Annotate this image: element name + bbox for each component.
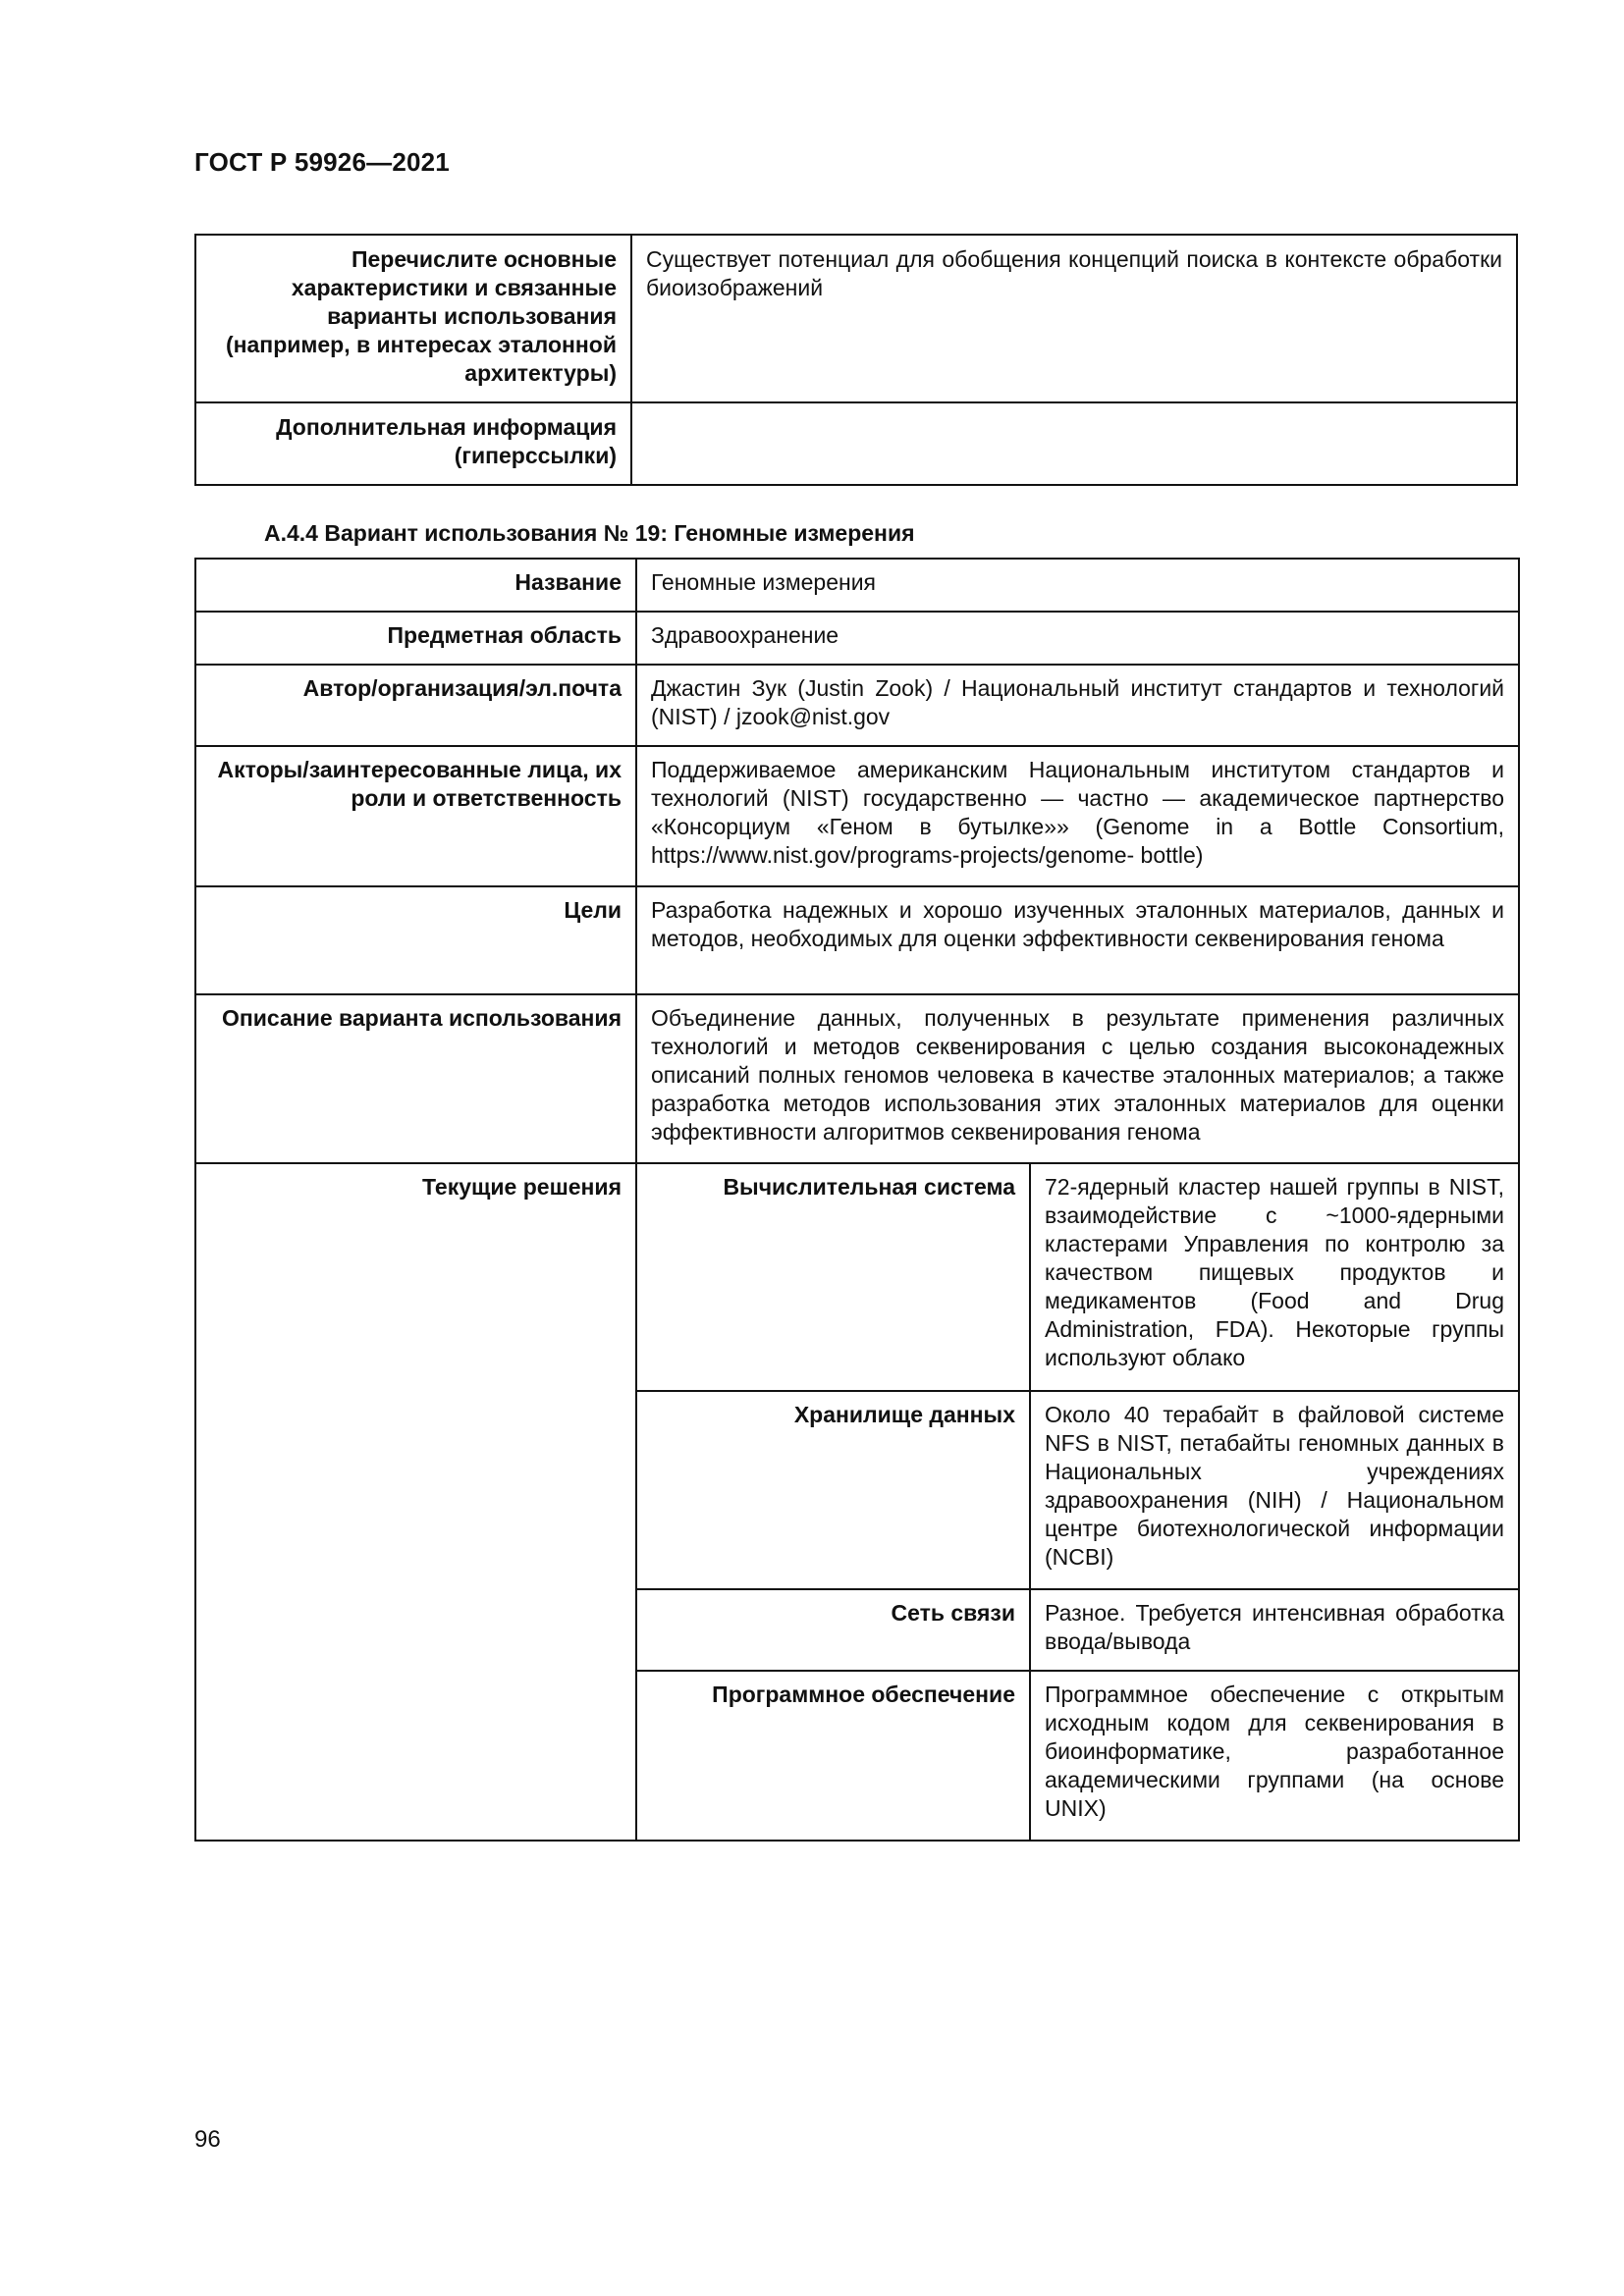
table-row [195, 994, 1519, 1163]
top-table [194, 234, 1518, 486]
table-row [195, 665, 1519, 746]
label-name: Название [195, 559, 636, 612]
value-author: Джастин Зук (Justin Zook) / Национальный институт стандартов и технологий (NIST) / jzook@nist.gov [636, 665, 1519, 746]
label-goals: Цели [195, 886, 636, 994]
label-current-solutions: Текущие решения [195, 1163, 636, 1841]
row-value-additional-info [631, 402, 1517, 485]
value-name: Геномные измерения [636, 559, 1519, 612]
label-author: Автор/организация/эл.почта [195, 665, 636, 746]
table-row [195, 1163, 1519, 1391]
label-domain: Предметная область [195, 612, 636, 665]
value-actors: Поддерживаемое американским Национальным институтом стандартов и технологий (NIST) государственно — частно — академическое партнерство «Консорциум «Геном в бутылке»» (Genome in a Bottle Consortium, https://www.nist.gov/programs-projects/genome- bottle) [636, 746, 1519, 886]
label-storage: Хранилище данных [636, 1391, 1030, 1589]
value-goals: Разработка надежных и хорошо изученных эталонных материалов, данных и методов, необходимых для оценки эффективности секвенирования генома [636, 886, 1519, 994]
page-number: 96 [194, 2126, 221, 2153]
table-row [195, 235, 1517, 402]
value-description: Объединение данных, полученных в результате применения различных технологий и методов секвенирования с целью создания высоконадежных описаний полных геномов человека в качестве эталонных материалов; а также разработка методов использования этих эталонных материалов для оценки эффективности алгоритмов секвенирования генома [636, 994, 1519, 1163]
value-network: Разное. Требуется интенсивная обработка ввода/вывода [1030, 1589, 1519, 1671]
table-row [195, 886, 1519, 994]
table-row [195, 612, 1519, 665]
table-row [195, 402, 1517, 485]
value-domain: Здравоохранение [636, 612, 1519, 665]
use-case-table [194, 558, 1520, 1842]
label-network: Сеть связи [636, 1589, 1030, 1671]
value-software: Программное обеспечение с открытым исходным кодом для секвенирования в биоинформатике, разработанное академическими группами (на основе UNIX) [1030, 1671, 1519, 1841]
value-storage: Около 40 терабайт в файловой системе NFS в NIST, петабайты геномных данных в Национальных учреждениях здравоохранения (NIH) / Национальном центре биотехнологической информации (NCBI) [1030, 1391, 1519, 1589]
value-compute: 72-ядерный кластер нашей группы в NIST, взаимодействие с ~1000-ядерными кластерами Управления по контролю за качеством пищевых продуктов и медикаментов (Food and Drug Administration, FDA). Некоторые группы используют облако [1030, 1163, 1519, 1391]
document-header: ГОСТ Р 59926—2021 [194, 147, 450, 177]
row-value-characteristics: Существует потенциал для обобщения концепций поиска в контексте обработки биоизображений [631, 235, 1517, 402]
table-row [195, 746, 1519, 886]
row-label-additional-info: Дополнительная информация (гиперссылки) [195, 402, 631, 485]
table-row [195, 559, 1519, 612]
label-actors: Акторы/заинтересованные лица, их роли и ответственность [195, 746, 636, 886]
label-compute: Вычислительная система [636, 1163, 1030, 1391]
label-description: Описание варианта использования [195, 994, 636, 1163]
section-title: А.4.4 Вариант использования № 19: Геномные измерения [264, 520, 915, 546]
label-software: Программное обеспечение [636, 1671, 1030, 1841]
row-label-characteristics: Перечислите основные характеристики и связанные варианты использования (например, в интересах эталонной архитектуры) [195, 235, 631, 402]
